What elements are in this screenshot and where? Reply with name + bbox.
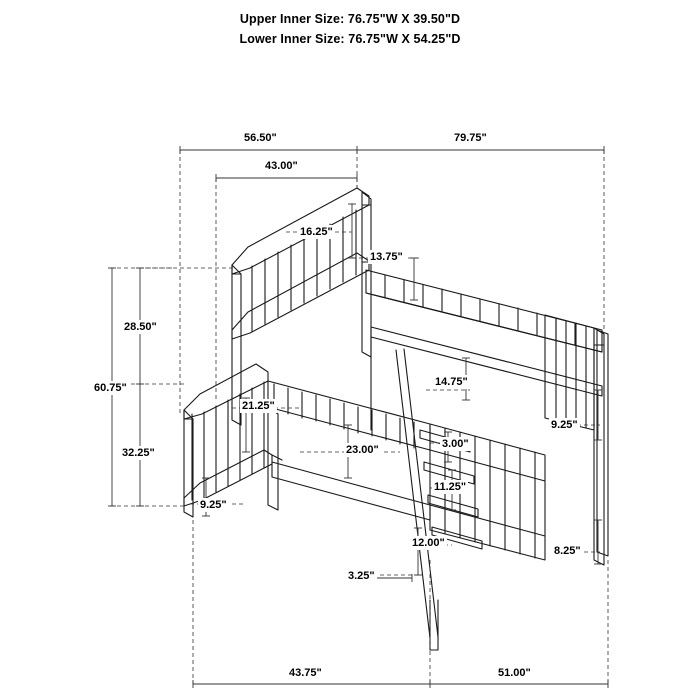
dim-guard-rail-height: 16.25": [300, 226, 333, 238]
upper-inner-size-label: Upper Inner Size: 76.75"W X 39.50"D: [239, 12, 461, 26]
dim-bottom-rail-height: 9.25": [200, 499, 227, 511]
lower-inner-size-label: Lower Inner Size: 76.75"W X 54.25"D: [239, 32, 461, 46]
dim-top-left-span: 56.50": [244, 132, 277, 144]
dim-ladder-step-rise: 11.25": [434, 481, 467, 493]
dim-upper-rail-gap: 13.75": [370, 251, 403, 263]
dim-top-right-span: 79.75": [454, 132, 487, 144]
dim-upper-deck-height: 14.75": [435, 376, 468, 388]
dim-bottom-left-span: 43.75": [289, 667, 322, 679]
dim-lower-bunk-height: 32.25": [122, 447, 155, 459]
dim-ladder-step-depth: 3.00": [442, 438, 469, 450]
dim-bottom-right-span: 51.00": [498, 667, 531, 679]
dim-upper-bunk-width: 43.00": [265, 160, 298, 172]
dim-right-post-gap: 9.25": [551, 419, 578, 431]
dim-ladder-foot-offset: 3.25": [348, 570, 375, 582]
dim-lower-rail-height: 21.25": [242, 400, 275, 412]
dim-upper-clearance: 28.50": [124, 321, 157, 333]
dim-total-height: 60.75": [94, 382, 127, 394]
dim-ladder-bottom-height: 12.00": [412, 537, 445, 549]
dim-lower-inner-depth: 23.00": [346, 444, 379, 456]
dim-foot-board-height: 8.25": [554, 545, 581, 557]
